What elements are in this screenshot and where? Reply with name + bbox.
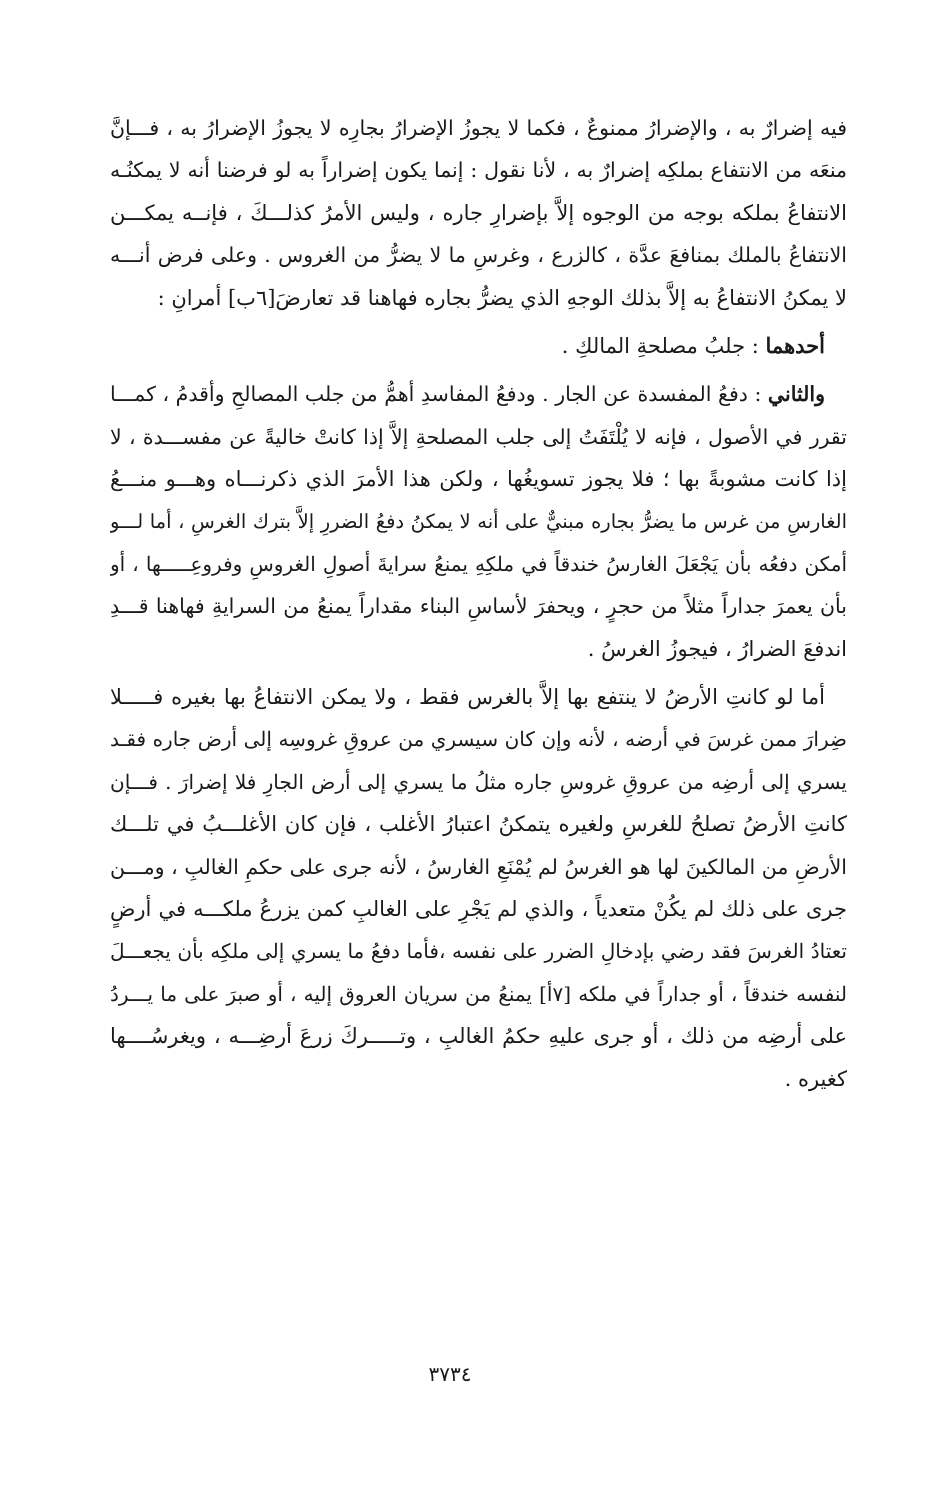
text-line: الغارسِ من غرس ما يضرُّ بجاره مبنيٌّ على أنه لا يمكنُ دفعُ الضررِ إلاَّ بترك الغرسِ ، أما لـــو [110,509,847,533]
paragraph-3 [110,373,847,670]
text-line: جرى على ذلك لم يكُنْ متعدياً ، والذي لم يَجْرِ على الغالبِ كمن يزرعُ ملكـــه في أرضٍ [110,897,847,922]
paragraph-4 [110,676,847,1100]
text-line: بأن يعمرَ جداراً مثلاً من حجرٍ ، ويحفرَ لأساسِ البناء مقداراً يمنعُ من السرايةِ فهاهنا قـــدِ [110,594,847,619]
text-line: كانتِ الأرضُ تصلحُ للغرسِ ولغيره يتمكنُ اعتبارُ الأغلب ، فإن كان الأغلـــبُ في تلـــك [110,812,847,837]
text-line: اندفعَ الضرارُ ، فيجوزُ الغرسُ . [587,636,847,661]
first-heading-word: أحدهما [765,332,825,358]
second-heading-word: والثاني [767,382,825,407]
paragraph-2 [110,325,847,367]
text-line: ضِرارَ ممن غرسَ في أرضه ، لأنه وإن كان سيسري من عروقِ غروسِه إلى أرض جاره فقـد [110,727,847,752]
text-line: الانتفاعُ بالملك بمنافعَ عدَّة ، كالزرع ، وغرسِ ما لا يضرُّ من الغروس . وعلى فرض أنـــه [110,243,847,268]
text-line: إذا كانت مشوبةً بها ؛ فلا يجوز تسويغُها ، ولكن هذا الأمرَ الذي ذكرنـــاه وهـــو منـــعُ [110,467,847,492]
text-line: على أرضِه من ذلك ، أو جرى عليهِ حكمُ الغالبِ ، وتـــــركَ زرعَ أرضِـــه ، ويغرسُــــها [110,1024,847,1049]
text-line: أما لو كانتِ الأرضُ لا ينتفع بها إلاَّ بالغرس فقط ، ولا يمكن الانتفاعُ بها بغيره فـــــلا [110,685,825,710]
text-line [110,373,847,415]
text-line: فيه إضرارٌ به ، والإضرارُ ممنوعٌ ، فكما لا يجوزُ الإضرارُ بجارِه لا يجوزُ الإضرارُ به ، فـــإنَّ [110,116,847,140]
text-body [110,107,847,1106]
text-line: تعتادُ الغرسَ فقد رضي بإدخالِ الضرر على نفسه ،فأما دفعُ ما يسري إلى ملكِه بأن يجعـــلَ [110,939,847,964]
text-line: منعَه من الانتفاع بملكِه إضرارٌ به ، لأنا نقول : إنما يكون إضراراً به لو فرضنا أنه لا يمكنُـه [110,158,847,183]
text-line: تقرر في الأصول ، فإنه لا يُلْتَفَتُ إلى جلب المصلحةِ إلاَّ إذا كانتْ خاليةً عن مفســـدة ، لا [110,424,847,449]
page-number: ٣٧٣٤ [428,1362,472,1386]
text-line: الأرضِ من المالكينَ لها هو الغرسُ لم يُمْنَعِ الغارسُ ، لأنه جرى على حكمِ الغالبِ ، ومـــن [110,854,847,879]
second-point-text: : دفعُ المفسدة عن الجار . ودفعُ المفاسدِ أهمُّ من جلب المصالحِ وأقدمُ ، كمـــا [110,382,768,407]
first-point-text: : جلبُ مصلحةِ المالكِ . [561,333,766,358]
paragraph-1 [110,107,847,319]
text-line: أمكن دفعُه بأن يَجْعَلَ الغارسُ خندقاً في ملكِهِ يمنعُ سرايةَ أصولِ الغروسِ وفروعِـــــها ، أو [110,551,847,576]
text-line: لا يمكنُ الانتفاعُ به إلاَّ بذلك الوجهِ الذي يضرُّ بجاره فهاهنا قد تعارضَ[٦ب] أمرانِ : [157,285,847,310]
text-line: الانتفاعُ بملكه بوجه من الوجوه إلاَّ بإضرارِ جاره ، وليس الأمرُ كذلـــكَ ، فإنــه يمكـــن [110,200,847,225]
text-line: كغيره . [784,1066,847,1091]
text-line: يسري إلى أرضِه من عروقِ غروسِ جاره مثلُ ما يسري إلى أرض الجارِ فلا إضرارَ . فـــإن [110,769,847,794]
text-line: لنفسه خندقاً ، أو جداراً في ملكه [٧أ] يمنعُ من سريان العروق إليه ، أو صبرَ على ما يـــردُ [110,981,847,1006]
text-line [110,325,847,367]
